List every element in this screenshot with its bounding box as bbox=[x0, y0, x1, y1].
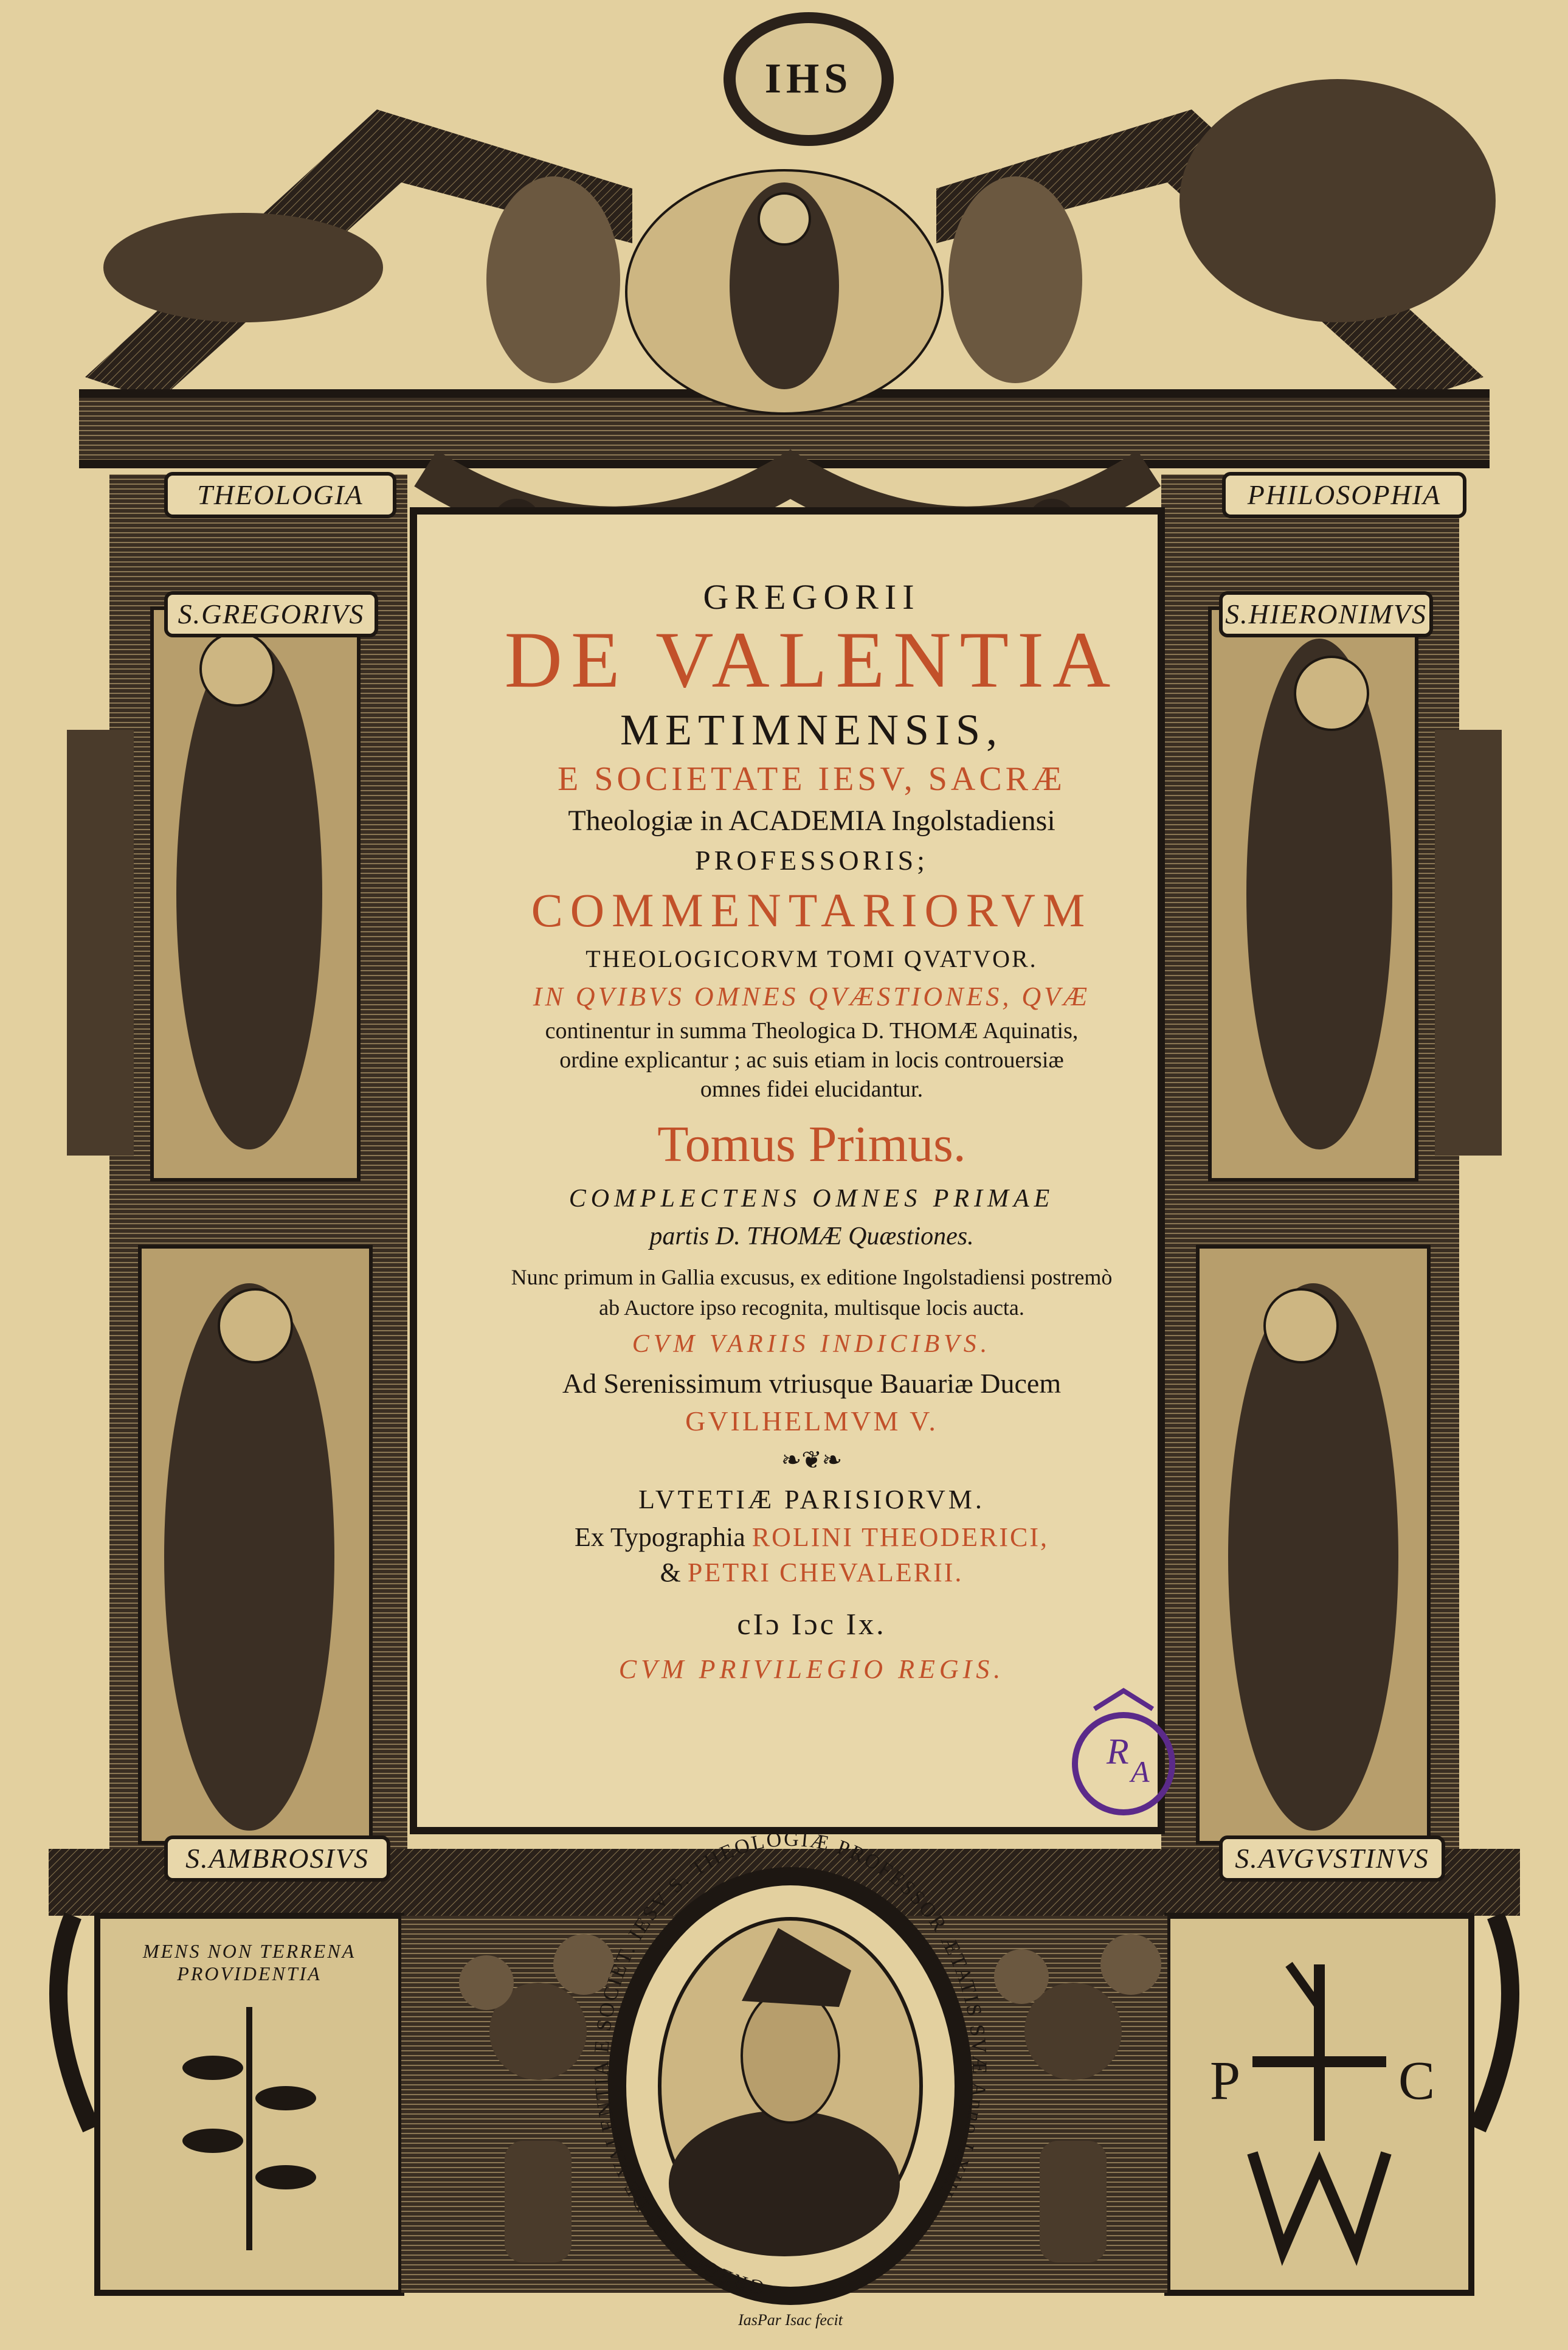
motto-ribbon: MENS NON TERRENA PROVIDENTIA bbox=[142, 1940, 356, 1984]
description-line-1: continentur in summa Theologica D. THOMÆ Aquinatis, bbox=[545, 1018, 1079, 1044]
privilege-line: CVM PRIVILEGIO REGIS. bbox=[618, 1654, 1005, 1684]
svg-text:A: A bbox=[1131, 1755, 1150, 1789]
author-origin: METIMNENSIS, bbox=[620, 705, 1003, 754]
imprint-typographia: Ex Typographia bbox=[574, 1522, 752, 1552]
description-line-3: omnes fidei elucidantur. bbox=[700, 1076, 924, 1102]
imprint-printer-1: ROLINI THEODERICI, bbox=[751, 1522, 1049, 1552]
plate-theologia: THEOLOGIA bbox=[164, 472, 396, 518]
quaestiones-line: IN QVIBVS OMNES QVÆSTIONES, QVÆ bbox=[533, 982, 1091, 1011]
monogram-letter-p: P bbox=[1210, 2051, 1241, 2111]
printer-ornament: ❧❦❧ bbox=[781, 1446, 843, 1474]
author-forename: GREGORII bbox=[703, 577, 920, 617]
tomi-line: THEOLOGICORVM TOMI QVATVOR. bbox=[585, 945, 1038, 972]
author-surname: DE VALENTIA bbox=[504, 615, 1119, 704]
society-line: E SOCIETATE IESV, SACRÆ bbox=[558, 760, 1066, 798]
edition-line-2: ab Auctore ipso recognita, multisque locis aucta. bbox=[599, 1295, 1024, 1320]
description-line-2: ordine explicantur ; ac suis etiam in locis controuersiæ bbox=[559, 1047, 1064, 1073]
portrait-ring-textpath: GREGORIVS DE VALENTIA E SOCIET. IESV S. THEOLOGIÆ PROFESSOR ÆTATIS SVÆ Anno LXIII bbox=[590, 1828, 991, 2300]
imprint-date: cIɔ Iɔc Ix. bbox=[737, 1607, 886, 1641]
indicibus-line: CVM VARIIS INDICIBVS. bbox=[632, 1330, 992, 1358]
professor-line: PROFESSORIS; bbox=[695, 845, 928, 876]
engraver-signature: IasPar Isac fecit bbox=[738, 2311, 843, 2329]
portrait-ring-text bbox=[590, 1828, 990, 2299]
plate-philosophia: PHILOSOPHIA bbox=[1222, 472, 1466, 518]
edition-line-1: Nunc primum in Gallia excusus, ex editione Ingolstadiensi postremò bbox=[511, 1265, 1113, 1289]
dedicatee-line: GVILHELMVM V. bbox=[685, 1405, 938, 1437]
imprint-ampersand: & bbox=[660, 1558, 688, 1587]
academia-line: Theologiæ in ACADEMIA Ingolstadiensi bbox=[568, 805, 1055, 837]
monogram-letter-c: C bbox=[1398, 2051, 1435, 2111]
svg-text:R: R bbox=[1107, 1731, 1129, 1772]
plate-ambrosius: S.AMBROSIVS bbox=[164, 1835, 390, 1882]
complectens-line: COMPLECTENS OMNES PRIMAE bbox=[568, 1185, 1055, 1213]
commentariorum-line: COMMENTARIORVM bbox=[531, 884, 1093, 937]
imprint-printer-2: PETRI CHEVALERII. bbox=[687, 1558, 964, 1587]
plate-augustinus: S.AVGVSTINVS bbox=[1219, 1835, 1445, 1882]
plate-hieronimus: S.HIERONIMVS bbox=[1219, 591, 1433, 637]
partis-line: partis D. THOMÆ Quæstiones. bbox=[649, 1222, 974, 1250]
tomus-primus: Tomus Primus. bbox=[657, 1116, 966, 1173]
dedication-line: Ad Serenissimum vtriusque Bauariæ Ducem bbox=[562, 1368, 1062, 1399]
imprint-city: LVTETIÆ PARISIORVM. bbox=[638, 1485, 985, 1514]
plate-gregorius: S.GREGORIVS bbox=[164, 591, 378, 637]
ihs-monogram: IHS bbox=[764, 55, 853, 102]
